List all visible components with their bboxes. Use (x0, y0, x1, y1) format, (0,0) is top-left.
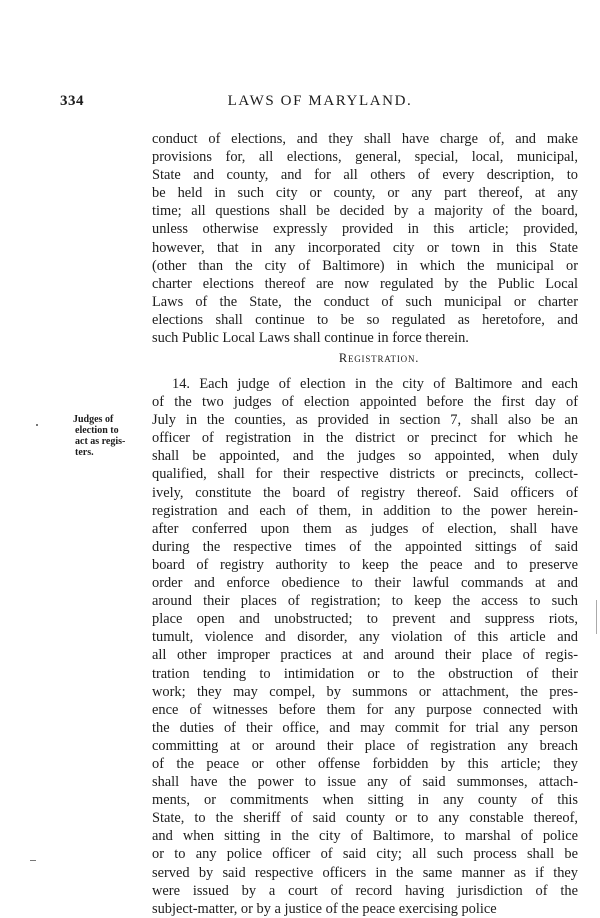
margin-note-line: act as regis- (75, 436, 126, 447)
margin-note-line: election to (75, 425, 119, 436)
text-line: time; all questions shall be decided by a majority of the board, (152, 203, 578, 220)
running-title: LAWS OF MARYLAND. (227, 93, 413, 109)
text-line: ments, or commitments when sitting in any county of this (152, 792, 578, 809)
text-line: shall be appointed, and the judges so appointed, when duly (152, 448, 578, 465)
text-line: Laws of the State, the conduct of such municipal or charter (152, 293, 578, 310)
text-line: be held in such city or county, or any part thereof, at any (152, 185, 578, 202)
text-line: and when sitting in the city of Baltimore, to marshal of police (152, 828, 578, 845)
text-line: the duties of their office, and may commit for trial any person (152, 719, 578, 736)
text-line: subject-matter, or by a justice of the peace exercising police (152, 900, 497, 917)
text-line: tumult, violence and disorder, any violation of this article and (152, 629, 578, 646)
paragraph-continued (152, 130, 578, 347)
text-line: place open and unobstructed; to prevent and suppress riots, (152, 611, 578, 628)
text-line: during the respective times of the appointed sittings of said (152, 538, 578, 555)
text-line: conduct of elections, and they shall have charge of, and make (152, 131, 578, 147)
text-line: elections shall continue to be so regulated as heretofore, and (152, 311, 578, 328)
text-line: order and enforce obedience to their lawful commands at and (152, 575, 578, 592)
text-line: after conferred upon them as judges of election, shall have (152, 520, 578, 537)
text-line: charter elections thereof are now regulated by the Public Local (152, 275, 578, 292)
scan-speck (596, 600, 597, 634)
scan-speck (36, 424, 38, 426)
text-line: unless otherwise expressly provided in this article; provided, (152, 221, 578, 238)
page-number: 334 (60, 93, 84, 109)
text-line: or to any police officer of said city; all such process shall be (152, 846, 578, 863)
text-line: of the peace or other offense forbidden by this article; they (152, 755, 578, 772)
text-line: officer of registration in the district or precinct for which he (152, 430, 578, 447)
text-line: State, to the sheriff of said county or to any constable thereof, (152, 810, 578, 827)
text-line: ively, constitute the board of registry thereof. Said officers of (152, 484, 578, 501)
text-line: committing at or around their place of registration any breach (152, 737, 578, 754)
margin-note-line: ters. (75, 447, 94, 458)
margin-note-line: Judges of (73, 414, 114, 425)
text-line: board of registry authority to keep the peace and to preserve (152, 556, 578, 573)
text-line: were issued by a court of record having jurisdiction of the (152, 882, 578, 899)
text-line: around their places of registration; to keep the access to such (152, 593, 578, 610)
text-line: such Public Local Laws shall continue in force therein. (152, 330, 469, 347)
text-line: provisions for, all elections, general, special, local, municipal, (152, 149, 578, 166)
text-line: served by said respective officers in the same manner as if they (152, 864, 578, 881)
text-line: tration tending to intimidation or to the obstruction of their (152, 665, 578, 682)
text-line: ence of witnesses before them for any purpose connected with (152, 701, 578, 718)
section-heading: Registration. (338, 351, 420, 365)
text-line: July in the counties, as provided in section 7, shall also be an (152, 412, 578, 429)
text-line: qualified, shall for their respective districts or precincts, collect- (152, 466, 578, 483)
text-line: of the two judges of election appointed before the first day of (152, 394, 578, 411)
text-line: shall have the power to issue any of said summonses, attach- (152, 774, 578, 791)
text-line: work; they may compel, by summons or attachment, the pres- (152, 683, 578, 700)
text-line: State and county, and for all others of every description, to (152, 167, 578, 184)
margin-note (73, 414, 153, 458)
text-line: all other improper practices at and around their place of regis- (152, 647, 578, 664)
scan-speck (30, 860, 36, 861)
text-line: (other than the city of Baltimore) in which the municipal or (152, 257, 578, 274)
text-line: however, that in any incorporated city or town in this State (152, 239, 578, 256)
section-14-paragraph (152, 375, 578, 918)
text-line: 14. Each judge of election in the city of Baltimore and each (172, 376, 578, 392)
text-line: registration and each of them, in addition to the power herein- (152, 502, 578, 519)
